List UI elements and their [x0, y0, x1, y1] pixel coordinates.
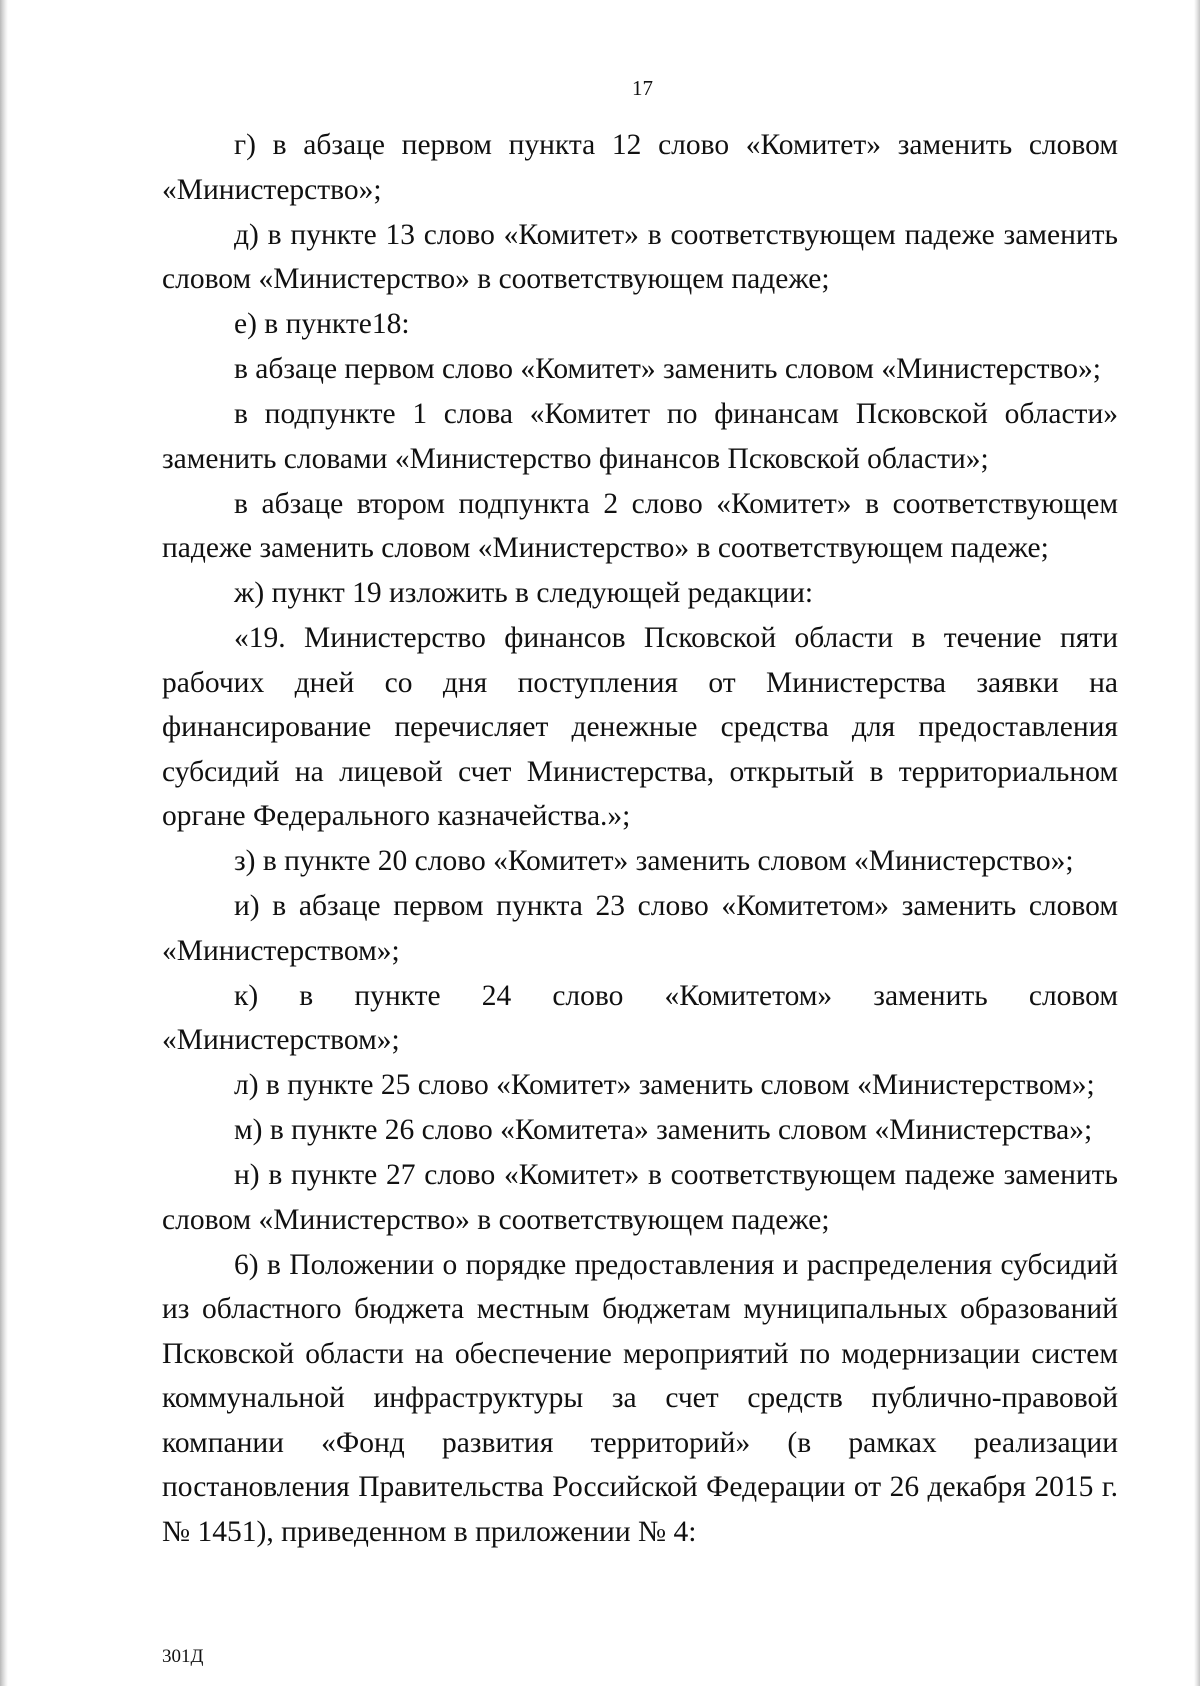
paragraph-e: е) в пункте18:	[234, 308, 410, 340]
paragraph-e-subpoint-1: в подпункте 1 слова «Комитет по финансам Псковской области» заменить словами «Министерство финансов Псковской области»;	[162, 398, 1118, 475]
scan-edge-left	[0, 0, 8, 1686]
paragraph-g: г) в абзаце первом пункта 12 слово «Комитет» заменить словом «Министерство»;	[162, 129, 1118, 206]
scan-edge-right	[1194, 0, 1200, 1686]
paragraph-e-first-abzac: в абзаце первом слово «Комитет» заменить словом «Министерство»;	[234, 353, 1101, 385]
document-code: 301Д	[162, 1646, 204, 1667]
paragraph-m: м) в пункте 26 слово «Комитета» заменить словом «Министерства»;	[234, 1114, 1093, 1146]
paragraph-i: и) в абзаце первом пункта 23 слово «Комитетом» заменить словом «Министерством»;	[162, 890, 1118, 967]
paragraph-e-subpoint-2: в абзаце втором подпункта 2 слово «Комитет» в соответствующем падеже заменить словом «Министерство» в соответствующем падеже;	[162, 487, 1118, 564]
paragraph-6: 6) в Положении о порядке предоставления и распределения субсидий из областного бюджета местным бюджетам муниципальных образований Псковской области на обеспечение мероприятий по модернизации систем коммунальной инфраструктуры за счет средств публично-правовой компании «Фонд развития территорий» (в рамках реализации постановления Правительства Российской Федерации от 26 декабря 2015 г. № 1451), приведенном в приложении № 4:	[162, 1248, 1118, 1548]
paragraph-zh: ж) пункт 19 изложить в следующей редакции:	[234, 577, 814, 609]
paragraph-point-19: «19. Министерство финансов Псковской области в течение пяти рабочих дней со дня поступления от Министерства заявки на финансирование перечисляет денежные средства для предоставления субсидий на лицевой счет Министерства, открытый в территориальном органе Федерального казначейства.»;	[162, 622, 1118, 832]
page-number: 17	[632, 76, 653, 100]
paragraph-l: л) в пункте 25 слово «Комитет» заменить словом «Министерством»;	[234, 1069, 1095, 1101]
paragraph-n: н) в пункте 27 слово «Комитет» в соответствующем падеже заменить словом «Министерство» в соответствующем падеже;	[162, 1159, 1118, 1236]
document-body	[162, 123, 1118, 1555]
paragraph-k: к) в пункте 24 слово «Комитетом» заменить словом «Министерством»;	[162, 979, 1118, 1056]
paragraph-z: з) в пункте 20 слово «Комитет» заменить словом «Министерство»;	[234, 845, 1074, 877]
paragraph-d: д) в пункте 13 слово «Комитет» в соответствующем падеже заменить словом «Министерство» в соответствующем падеже;	[162, 218, 1118, 295]
